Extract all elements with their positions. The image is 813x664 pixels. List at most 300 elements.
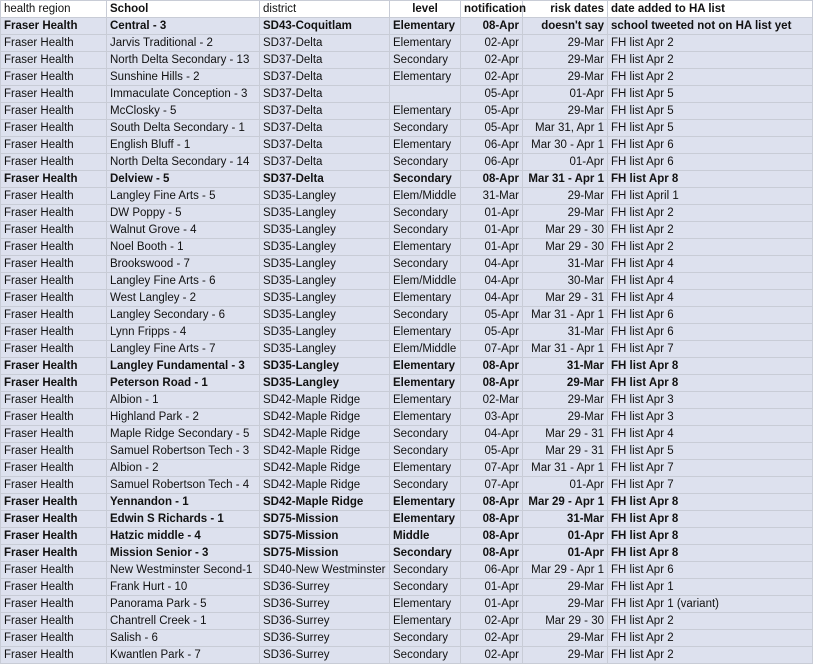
cell-school[interactable]: Kwantlen Park - 7 (107, 647, 260, 664)
cell-level[interactable]: Elementary (390, 324, 461, 341)
cell-date-added[interactable]: FH list April 1 (608, 188, 813, 205)
cell-date-added[interactable]: FH list Apr 5 (608, 103, 813, 120)
table-row (1, 103, 813, 120)
cell-district[interactable]: SD35-Langley (260, 222, 390, 239)
cell-risk-dates[interactable]: 01-Apr (523, 545, 608, 562)
cell-district[interactable]: SD35-Langley (260, 205, 390, 222)
cell-level[interactable]: Secondary (390, 171, 461, 188)
cell-level[interactable]: Secondary (390, 477, 461, 494)
cell-school[interactable]: Panorama Park - 5 (107, 596, 260, 613)
cell-notification[interactable]: 05-Apr (461, 307, 523, 324)
table-row (1, 409, 813, 426)
table-row (1, 545, 813, 562)
cell-risk-dates[interactable]: Mar 31, Apr 1 (523, 120, 608, 137)
cell-notification[interactable]: 06-Apr (461, 154, 523, 171)
cell-health-region[interactable]: Fraser Health (1, 579, 107, 596)
cell-risk-dates[interactable]: Mar 29 - Apr 1 (523, 562, 608, 579)
cell-district[interactable]: SD42-Maple Ridge (260, 494, 390, 511)
cell-school[interactable]: Noel Booth - 1 (107, 239, 260, 256)
table-row (1, 273, 813, 290)
cell-level[interactable]: Secondary (390, 443, 461, 460)
cell-notification[interactable]: 02-Apr (461, 35, 523, 52)
cell-district[interactable]: SD36-Surrey (260, 630, 390, 647)
cell-health-region[interactable]: Fraser Health (1, 222, 107, 239)
cell-level[interactable]: Elementary (390, 494, 461, 511)
cell-notification[interactable]: 07-Apr (461, 477, 523, 494)
cell-date-added[interactable]: FH list Apr 8 (608, 545, 813, 562)
cell-district[interactable]: SD35-Langley (260, 375, 390, 392)
cell-health-region[interactable]: Fraser Health (1, 341, 107, 358)
cell-level[interactable]: Elementary (390, 358, 461, 375)
cell-risk-dates[interactable]: 29-Mar (523, 35, 608, 52)
cell-risk-dates[interactable]: 29-Mar (523, 409, 608, 426)
cell-school[interactable]: Jarvis Traditional - 2 (107, 35, 260, 52)
header-risk-dates[interactable]: risk dates (523, 1, 608, 18)
cell-health-region[interactable]: Fraser Health (1, 443, 107, 460)
cell-notification[interactable]: 04-Apr (461, 426, 523, 443)
cell-date-added[interactable]: FH list Apr 7 (608, 460, 813, 477)
cell-notification[interactable]: 04-Apr (461, 256, 523, 273)
cell-notification[interactable]: 05-Apr (461, 324, 523, 341)
cell-district[interactable]: SD37-Delta (260, 154, 390, 171)
cell-level[interactable]: Secondary (390, 256, 461, 273)
cell-date-added[interactable]: FH list Apr 5 (608, 86, 813, 103)
cell-health-region[interactable]: Fraser Health (1, 86, 107, 103)
cell-notification[interactable]: 06-Apr (461, 137, 523, 154)
cell-notification[interactable]: 08-Apr (461, 528, 523, 545)
cell-district[interactable]: SD42-Maple Ridge (260, 409, 390, 426)
cell-district[interactable]: SD37-Delta (260, 103, 390, 120)
cell-date-added[interactable]: FH list Apr 6 (608, 307, 813, 324)
cell-date-added[interactable]: FH list Apr 2 (608, 35, 813, 52)
cell-school[interactable]: Salish - 6 (107, 630, 260, 647)
cell-health-region[interactable]: Fraser Health (1, 35, 107, 52)
cell-health-region[interactable]: Fraser Health (1, 596, 107, 613)
cell-date-added[interactable]: FH list Apr 2 (608, 52, 813, 69)
cell-notification[interactable]: 01-Apr (461, 579, 523, 596)
cell-level[interactable]: Elementary (390, 392, 461, 409)
cell-school[interactable]: North Delta Secondary - 14 (107, 154, 260, 171)
cell-date-added[interactable]: FH list Apr 2 (608, 69, 813, 86)
cell-notification[interactable]: 05-Apr (461, 86, 523, 103)
cell-school[interactable]: Langley Fine Arts - 6 (107, 273, 260, 290)
cell-date-added[interactable]: school tweeted not on HA list yet (608, 18, 813, 35)
cell-notification[interactable]: 06-Apr (461, 562, 523, 579)
header-date-added[interactable]: date added to HA list (608, 1, 813, 18)
cell-district[interactable]: SD37-Delta (260, 86, 390, 103)
cell-risk-dates[interactable]: 29-Mar (523, 392, 608, 409)
cell-school[interactable]: Langley Fundamental - 3 (107, 358, 260, 375)
cell-school[interactable]: Samuel Robertson Tech - 3 (107, 443, 260, 460)
cell-risk-dates[interactable]: 29-Mar (523, 596, 608, 613)
cell-level[interactable]: Secondary (390, 562, 461, 579)
cell-level[interactable]: Secondary (390, 630, 461, 647)
cell-date-added[interactable]: FH list Apr 1 (608, 579, 813, 596)
cell-level[interactable]: Elementary (390, 137, 461, 154)
cell-district[interactable]: SD36-Surrey (260, 579, 390, 596)
cell-school[interactable]: North Delta Secondary - 13 (107, 52, 260, 69)
cell-district[interactable]: SD35-Langley (260, 188, 390, 205)
cell-health-region[interactable]: Fraser Health (1, 358, 107, 375)
cell-notification[interactable]: 05-Apr (461, 103, 523, 120)
cell-health-region[interactable]: Fraser Health (1, 613, 107, 630)
cell-district[interactable]: SD36-Surrey (260, 613, 390, 630)
cell-level[interactable]: Secondary (390, 307, 461, 324)
table-row (1, 18, 813, 35)
cell-health-region[interactable]: Fraser Health (1, 52, 107, 69)
cell-level[interactable]: Elem/Middle (390, 273, 461, 290)
cell-school[interactable]: Yennandon - 1 (107, 494, 260, 511)
cell-notification[interactable]: 03-Apr (461, 409, 523, 426)
cell-notification[interactable]: 02-Apr (461, 613, 523, 630)
cell-level[interactable]: Secondary (390, 426, 461, 443)
header-level[interactable]: level (390, 1, 461, 18)
table-row (1, 171, 813, 188)
cell-date-added[interactable]: FH list Apr 7 (608, 477, 813, 494)
cell-date-added[interactable]: FH list Apr 2 (608, 222, 813, 239)
cell-health-region[interactable]: Fraser Health (1, 477, 107, 494)
cell-school[interactable]: Lynn Fripps - 4 (107, 324, 260, 341)
cell-district[interactable]: SD36-Surrey (260, 596, 390, 613)
cell-risk-dates[interactable]: 29-Mar (523, 647, 608, 664)
table-row (1, 137, 813, 154)
cell-health-region[interactable]: Fraser Health (1, 426, 107, 443)
cell-risk-dates[interactable]: Mar 31 - Apr 1 (523, 460, 608, 477)
cell-health-region[interactable]: Fraser Health (1, 324, 107, 341)
cell-health-region[interactable]: Fraser Health (1, 256, 107, 273)
cell-school[interactable]: Hatzic middle - 4 (107, 528, 260, 545)
cell-notification[interactable]: 01-Apr (461, 239, 523, 256)
table-row (1, 120, 813, 137)
cell-school[interactable]: DW Poppy - 5 (107, 205, 260, 222)
table-row (1, 426, 813, 443)
cell-risk-dates[interactable]: Mar 29 - 31 (523, 443, 608, 460)
cell-district[interactable]: SD35-Langley (260, 307, 390, 324)
cell-risk-dates[interactable]: 29-Mar (523, 630, 608, 647)
cell-level[interactable]: Secondary (390, 647, 461, 664)
cell-risk-dates[interactable]: 29-Mar (523, 375, 608, 392)
cell-risk-dates[interactable]: Mar 31 - Apr 1 (523, 307, 608, 324)
table-row (1, 52, 813, 69)
cell-school[interactable]: Highland Park - 2 (107, 409, 260, 426)
cell-risk-dates[interactable]: Mar 29 - 31 (523, 426, 608, 443)
cell-date-added[interactable]: FH list Apr 2 (608, 613, 813, 630)
cell-date-added[interactable]: FH list Apr 2 (608, 205, 813, 222)
cell-date-added[interactable]: FH list Apr 4 (608, 256, 813, 273)
cell-level[interactable]: Secondary (390, 52, 461, 69)
cell-district[interactable]: SD43-Coquitlam (260, 18, 390, 35)
cell-level[interactable] (390, 86, 461, 103)
cell-risk-dates[interactable]: 29-Mar (523, 579, 608, 596)
cell-school[interactable]: Albion - 2 (107, 460, 260, 477)
cell-date-added[interactable]: FH list Apr 8 (608, 375, 813, 392)
table-row (1, 477, 813, 494)
cell-risk-dates[interactable]: doesn't say (523, 18, 608, 35)
table-row (1, 324, 813, 341)
cell-district[interactable]: SD37-Delta (260, 52, 390, 69)
cell-level[interactable]: Secondary (390, 154, 461, 171)
header-health-region[interactable]: health region (1, 1, 107, 18)
table-row (1, 154, 813, 171)
cell-notification[interactable]: 08-Apr (461, 511, 523, 528)
cell-date-added[interactable]: FH list Apr 8 (608, 494, 813, 511)
cell-health-region[interactable]: Fraser Health (1, 494, 107, 511)
header-notification[interactable]: notification (461, 1, 523, 18)
cell-date-added[interactable]: FH list Apr 2 (608, 630, 813, 647)
cell-district[interactable]: SD37-Delta (260, 35, 390, 52)
cell-district[interactable]: SD35-Langley (260, 273, 390, 290)
cell-risk-dates[interactable]: 31-Mar (523, 511, 608, 528)
cell-risk-dates[interactable]: Mar 29 - 31 (523, 290, 608, 307)
cell-risk-dates[interactable]: Mar 29 - 30 (523, 613, 608, 630)
cell-school[interactable]: Chantrell Creek - 1 (107, 613, 260, 630)
cell-notification[interactable]: 05-Apr (461, 120, 523, 137)
cell-notification[interactable]: 08-Apr (461, 358, 523, 375)
cell-district[interactable]: SD35-Langley (260, 324, 390, 341)
cell-school[interactable]: Maple Ridge Secondary - 5 (107, 426, 260, 443)
cell-health-region[interactable]: Fraser Health (1, 647, 107, 664)
cell-health-region[interactable]: Fraser Health (1, 103, 107, 120)
table-row (1, 205, 813, 222)
cell-date-added[interactable]: FH list Apr 6 (608, 154, 813, 171)
cell-district[interactable]: SD75-Mission (260, 545, 390, 562)
cell-date-added[interactable]: FH list Apr 8 (608, 171, 813, 188)
cell-level[interactable]: Elementary (390, 596, 461, 613)
cell-level[interactable]: Elementary (390, 613, 461, 630)
cell-district[interactable]: SD42-Maple Ridge (260, 426, 390, 443)
cell-level[interactable]: Secondary (390, 545, 461, 562)
cell-date-added[interactable]: FH list Apr 3 (608, 409, 813, 426)
cell-risk-dates[interactable]: 29-Mar (523, 103, 608, 120)
cell-level[interactable]: Elementary (390, 460, 461, 477)
cell-health-region[interactable]: Fraser Health (1, 188, 107, 205)
cell-school[interactable]: McClosky - 5 (107, 103, 260, 120)
cell-district[interactable]: SD37-Delta (260, 69, 390, 86)
cell-school[interactable]: Sunshine Hills - 2 (107, 69, 260, 86)
cell-district[interactable]: SD35-Langley (260, 290, 390, 307)
cell-level[interactable]: Elementary (390, 290, 461, 307)
cell-date-added[interactable]: FH list Apr 1 (variant) (608, 596, 813, 613)
cell-level[interactable]: Elementary (390, 239, 461, 256)
cell-level[interactable]: Elem/Middle (390, 341, 461, 358)
cell-date-added[interactable]: FH list Apr 6 (608, 137, 813, 154)
cell-date-added[interactable]: FH list Apr 3 (608, 392, 813, 409)
cell-level[interactable]: Middle (390, 528, 461, 545)
cell-school[interactable]: Frank Hurt - 10 (107, 579, 260, 596)
cell-health-region[interactable]: Fraser Health (1, 69, 107, 86)
cell-risk-dates[interactable]: Mar 29 - Apr 1 (523, 494, 608, 511)
table-row (1, 290, 813, 307)
cell-health-region[interactable]: Fraser Health (1, 460, 107, 477)
table-row (1, 579, 813, 596)
table-row (1, 69, 813, 86)
cell-school[interactable]: South Delta Secondary - 1 (107, 120, 260, 137)
cell-health-region[interactable]: Fraser Health (1, 120, 107, 137)
cell-notification[interactable]: 02-Apr (461, 647, 523, 664)
cell-notification[interactable]: 02-Apr (461, 630, 523, 647)
cell-school[interactable]: New Westminster Second-1 (107, 562, 260, 579)
table-row (1, 630, 813, 647)
header-district[interactable]: district (260, 1, 390, 18)
cell-notification[interactable]: 01-Apr (461, 222, 523, 239)
cell-notification[interactable]: 08-Apr (461, 494, 523, 511)
cell-level[interactable]: Elem/Middle (390, 188, 461, 205)
cell-district[interactable]: SD40-New Westminster (260, 562, 390, 579)
cell-school[interactable]: Langley Fine Arts - 7 (107, 341, 260, 358)
cell-date-added[interactable]: FH list Apr 2 (608, 647, 813, 664)
cell-district[interactable]: SD35-Langley (260, 239, 390, 256)
cell-risk-dates[interactable]: 31-Mar (523, 256, 608, 273)
cell-health-region[interactable]: Fraser Health (1, 562, 107, 579)
cell-risk-dates[interactable]: 01-Apr (523, 154, 608, 171)
cell-risk-dates[interactable]: Mar 31 - Apr 1 (523, 341, 608, 358)
cell-level[interactable]: Elementary (390, 375, 461, 392)
cell-level[interactable]: Elementary (390, 409, 461, 426)
cell-health-region[interactable]: Fraser Health (1, 205, 107, 222)
cell-level[interactable]: Elementary (390, 511, 461, 528)
cell-health-region[interactable]: Fraser Health (1, 307, 107, 324)
cell-notification[interactable]: 04-Apr (461, 290, 523, 307)
cell-notification[interactable]: 01-Apr (461, 596, 523, 613)
cell-health-region[interactable]: Fraser Health (1, 18, 107, 35)
table-row (1, 358, 813, 375)
cell-risk-dates[interactable]: 29-Mar (523, 52, 608, 69)
cell-date-added[interactable]: FH list Apr 7 (608, 341, 813, 358)
cell-health-region[interactable]: Fraser Health (1, 545, 107, 562)
cell-risk-dates[interactable]: Mar 30 - Apr 1 (523, 137, 608, 154)
cell-health-region[interactable]: Fraser Health (1, 290, 107, 307)
cell-date-added[interactable]: FH list Apr 2 (608, 239, 813, 256)
table-row (1, 341, 813, 358)
cell-notification[interactable]: 02-Apr (461, 69, 523, 86)
cell-notification[interactable]: 01-Apr (461, 205, 523, 222)
cell-risk-dates[interactable]: 01-Apr (523, 477, 608, 494)
cell-date-added[interactable]: FH list Apr 4 (608, 426, 813, 443)
cell-school[interactable]: Walnut Grove - 4 (107, 222, 260, 239)
cell-district[interactable]: SD36-Surrey (260, 647, 390, 664)
cell-school[interactable]: Immaculate Conception - 3 (107, 86, 260, 103)
cell-notification[interactable]: 07-Apr (461, 341, 523, 358)
cell-health-region[interactable]: Fraser Health (1, 528, 107, 545)
cell-date-added[interactable]: FH list Apr 8 (608, 358, 813, 375)
cell-date-added[interactable]: FH list Apr 6 (608, 324, 813, 341)
cell-notification[interactable]: 08-Apr (461, 375, 523, 392)
cell-district[interactable]: SD37-Delta (260, 171, 390, 188)
cell-district[interactable]: SD42-Maple Ridge (260, 443, 390, 460)
cell-notification[interactable]: 07-Apr (461, 460, 523, 477)
cell-level[interactable]: Elementary (390, 69, 461, 86)
cell-health-region[interactable]: Fraser Health (1, 154, 107, 171)
cell-health-region[interactable]: Fraser Health (1, 511, 107, 528)
cell-notification[interactable]: 08-Apr (461, 171, 523, 188)
cell-date-added[interactable]: FH list Apr 4 (608, 273, 813, 290)
table-body (1, 1, 813, 664)
cell-health-region[interactable]: Fraser Health (1, 239, 107, 256)
cell-date-added[interactable]: FH list Apr 8 (608, 511, 813, 528)
cell-district[interactable]: SD37-Delta (260, 137, 390, 154)
cell-level[interactable]: Secondary (390, 205, 461, 222)
cell-school[interactable]: Langley Secondary - 6 (107, 307, 260, 324)
cell-date-added[interactable]: FH list Apr 8 (608, 528, 813, 545)
cell-risk-dates[interactable]: 31-Mar (523, 358, 608, 375)
cell-health-region[interactable]: Fraser Health (1, 137, 107, 154)
cell-district[interactable]: SD42-Maple Ridge (260, 460, 390, 477)
cell-level[interactable]: Elementary (390, 18, 461, 35)
cell-district[interactable]: SD42-Maple Ridge (260, 477, 390, 494)
cell-date-added[interactable]: FH list Apr 6 (608, 562, 813, 579)
cell-health-region[interactable]: Fraser Health (1, 630, 107, 647)
cell-school[interactable]: Central - 3 (107, 18, 260, 35)
cell-notification[interactable]: 05-Apr (461, 443, 523, 460)
cell-school[interactable]: Langley Fine Arts - 5 (107, 188, 260, 205)
table-row (1, 307, 813, 324)
cell-school[interactable]: Edwin S Richards - 1 (107, 511, 260, 528)
cell-risk-dates[interactable]: 31-Mar (523, 324, 608, 341)
cell-health-region[interactable]: Fraser Health (1, 273, 107, 290)
cell-level[interactable]: Secondary (390, 222, 461, 239)
cell-health-region[interactable]: Fraser Health (1, 392, 107, 409)
table-row (1, 35, 813, 52)
cell-level[interactable]: Secondary (390, 579, 461, 596)
cell-date-added[interactable]: FH list Apr 4 (608, 290, 813, 307)
table-row (1, 239, 813, 256)
cell-school[interactable]: Samuel Robertson Tech - 4 (107, 477, 260, 494)
cell-risk-dates[interactable]: 01-Apr (523, 86, 608, 103)
cell-risk-dates[interactable]: Mar 29 - 30 (523, 222, 608, 239)
cell-level[interactable]: Elementary (390, 35, 461, 52)
cell-school[interactable]: West Langley - 2 (107, 290, 260, 307)
cell-notification[interactable]: 02-Apr (461, 52, 523, 69)
cell-risk-dates[interactable]: 29-Mar (523, 188, 608, 205)
cell-level[interactable]: Elementary (390, 103, 461, 120)
cell-district[interactable]: SD35-Langley (260, 341, 390, 358)
cell-school[interactable]: Delview - 5 (107, 171, 260, 188)
table-row (1, 562, 813, 579)
cell-health-region[interactable]: Fraser Health (1, 171, 107, 188)
cell-risk-dates[interactable]: 30-Mar (523, 273, 608, 290)
cell-health-region[interactable]: Fraser Health (1, 409, 107, 426)
cell-health-region[interactable]: Fraser Health (1, 375, 107, 392)
cell-risk-dates[interactable]: 01-Apr (523, 528, 608, 545)
cell-school[interactable]: Mission Senior - 3 (107, 545, 260, 562)
cell-date-added[interactable]: FH list Apr 5 (608, 120, 813, 137)
cell-notification[interactable]: 04-Apr (461, 273, 523, 290)
cell-notification[interactable]: 31-Mar (461, 188, 523, 205)
cell-risk-dates[interactable]: Mar 31 - Apr 1 (523, 171, 608, 188)
table-row (1, 647, 813, 664)
cell-district[interactable]: SD42-Maple Ridge (260, 392, 390, 409)
cell-risk-dates[interactable]: 29-Mar (523, 69, 608, 86)
cell-school[interactable]: Albion - 1 (107, 392, 260, 409)
cell-school[interactable]: Peterson Road - 1 (107, 375, 260, 392)
cell-district[interactable]: SD75-Mission (260, 511, 390, 528)
header-school[interactable]: School (107, 1, 260, 18)
cell-notification[interactable]: 02-Mar (461, 392, 523, 409)
cell-district[interactable]: SD75-Mission (260, 528, 390, 545)
cell-notification[interactable]: 08-Apr (461, 18, 523, 35)
cell-notification[interactable]: 08-Apr (461, 545, 523, 562)
cell-school[interactable]: English Bluff - 1 (107, 137, 260, 154)
cell-risk-dates[interactable]: Mar 29 - 30 (523, 239, 608, 256)
cell-level[interactable]: Secondary (390, 120, 461, 137)
table-row (1, 188, 813, 205)
cell-school[interactable]: Brookswood - 7 (107, 256, 260, 273)
cell-risk-dates[interactable]: 29-Mar (523, 205, 608, 222)
cell-district[interactable]: SD35-Langley (260, 358, 390, 375)
cell-district[interactable]: SD37-Delta (260, 120, 390, 137)
cell-district[interactable]: SD35-Langley (260, 256, 390, 273)
cell-date-added[interactable]: FH list Apr 5 (608, 443, 813, 460)
